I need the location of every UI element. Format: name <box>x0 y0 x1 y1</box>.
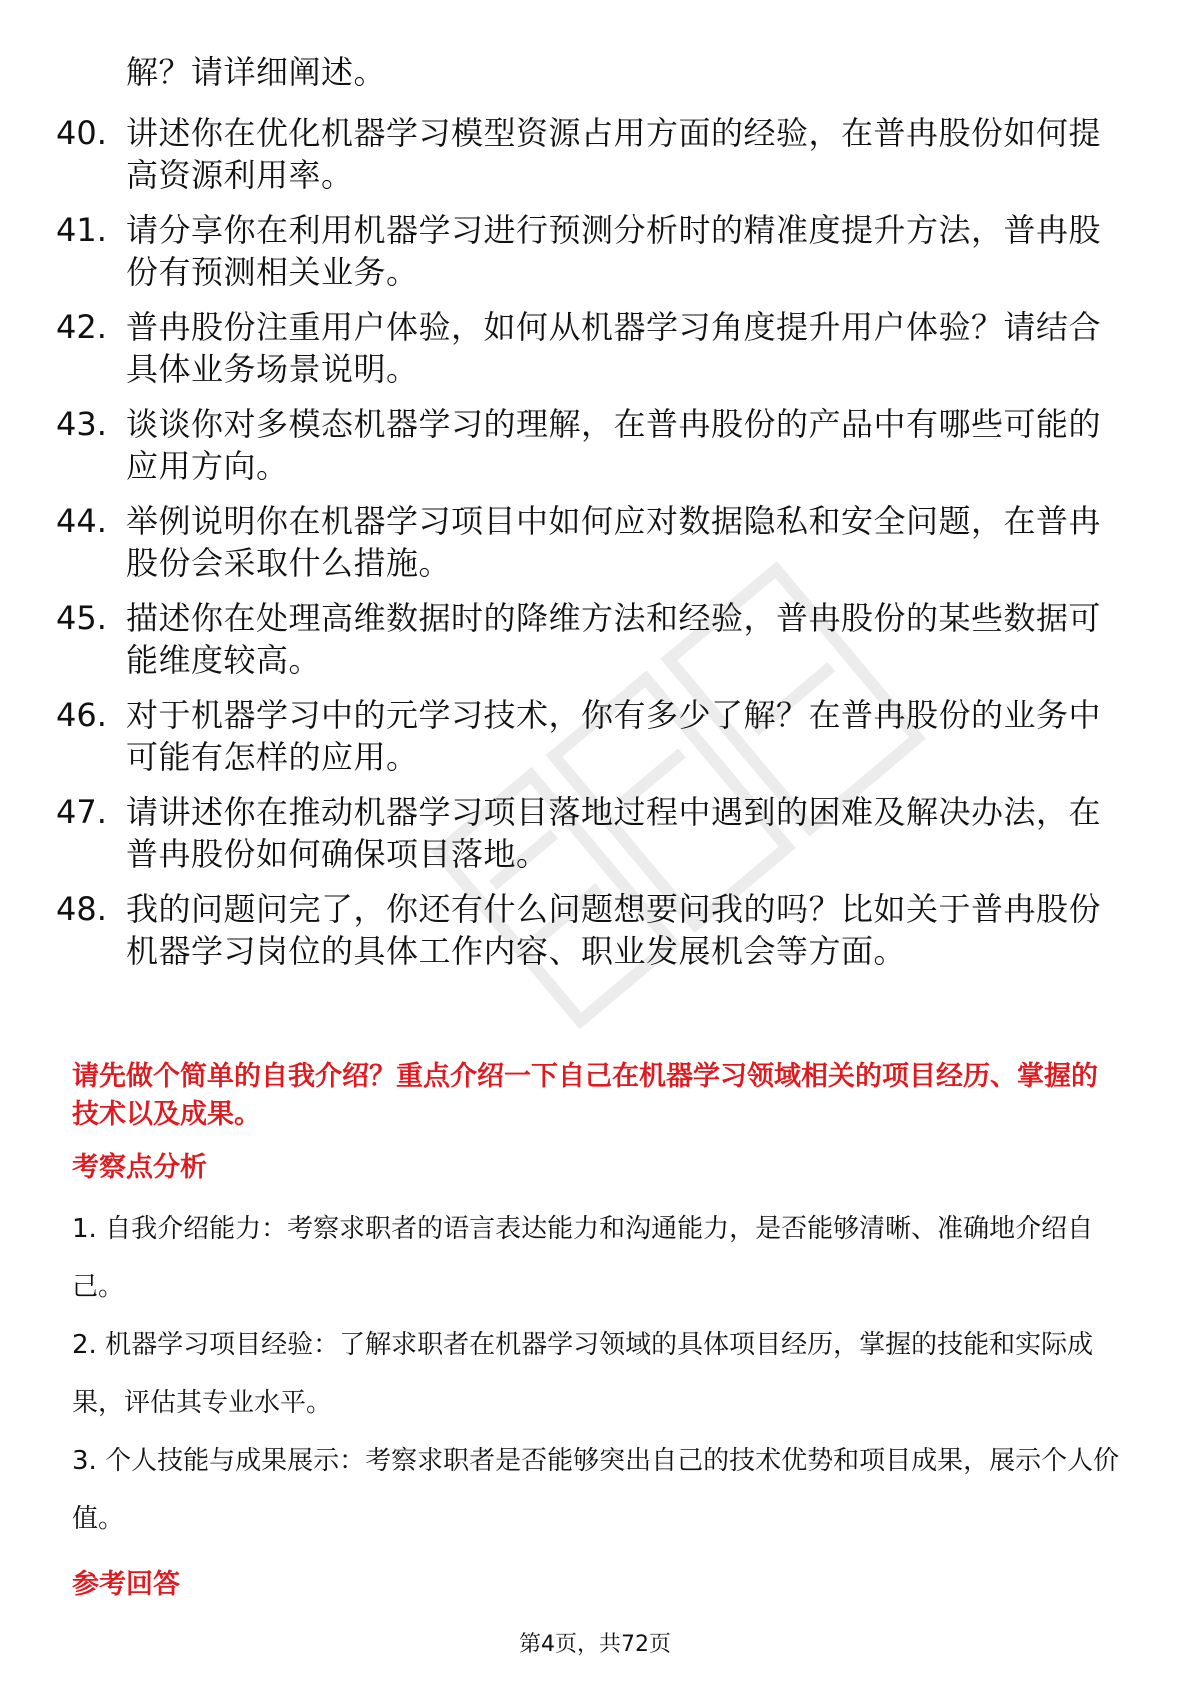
question-item <box>56 888 1116 972</box>
analysis-heading: 考察点分析 <box>72 1152 207 1183</box>
question-number: 42. <box>56 308 107 346</box>
question-number: 48. <box>56 890 107 928</box>
question-text: 普冉股份注重用户体验，如何从机器学习角度提升用户体验？请结合具体业务场景说明。 <box>126 308 1102 388</box>
analysis-list <box>72 1200 1122 1548</box>
question-item <box>56 597 1116 681</box>
question-number: 41. <box>56 211 107 249</box>
question-number: 44. <box>56 502 107 540</box>
question-item <box>56 112 1116 196</box>
question-text: 我的问题问完了，你还有什么问题想要问我的吗？比如关于普冉股份机器学习岗位的具体工作内容、职业发展机会等方面。 <box>126 890 1102 970</box>
question-text: 请分享你在利用机器学习进行预测分析时的精准度提升方法，普冉股份有预测相关业务。 <box>126 211 1102 291</box>
page-footer: 第4页，共72页 <box>519 1632 671 1657</box>
question-text: 请讲述你在推动机器学习项目落地过程中遇到的困难及解决办法，在普冉股份如何确保项目落地。 <box>126 793 1102 873</box>
analysis-item: 1. 自我介绍能力：考察求职者的语言表达能力和沟通能力，是否能够清晰、准确地介绍自己。 <box>72 1214 1094 1302</box>
answer-heading: 参考回答 <box>72 1569 180 1600</box>
question-item <box>56 403 1116 487</box>
question-number: 45. <box>56 599 107 637</box>
question-list <box>56 112 1116 985</box>
question-item <box>56 209 1116 293</box>
question-text: 对于机器学习中的元学习技术，你有多少了解？在普冉股份的业务中可能有怎样的应用。 <box>126 696 1102 776</box>
analysis-item: 2. 机器学习项目经验：了解求职者在机器学习领域的具体项目经历，掌握的技能和实际成果，评估其专业水平。 <box>72 1330 1094 1418</box>
question-text: 谈谈你对多模态机器学习的理解，在普冉股份的产品中有哪些可能的应用方向。 <box>126 405 1102 485</box>
analysis-item: 3. 个人技能与成果展示：考察求职者是否能够突出自己的技术优势和项目成果，展示个人价值。 <box>72 1446 1120 1534</box>
question-number: 40. <box>56 114 107 152</box>
continued-question-text: 解？请详细阐述。 <box>126 53 387 91</box>
question-number: 46. <box>56 696 107 734</box>
question-item <box>56 791 1116 875</box>
question-text: 讲述你在优化机器学习模型资源占用方面的经验，在普冉股份如何提高资源利用率。 <box>126 114 1102 194</box>
question-number: 43. <box>56 405 107 443</box>
question-text: 举例说明你在机器学习项目中如何应对数据隐私和安全问题，在普冉股份会采取什么措施。 <box>126 502 1102 582</box>
featured-question: 请先做个简单的自我介绍？重点介绍一下自己在机器学习领域相关的项目经历、掌握的技术以及成果。 <box>72 1061 1098 1130</box>
question-number: 47. <box>56 793 107 831</box>
question-item <box>56 306 1116 390</box>
question-text: 描述你在处理高维数据时的降维方法和经验，普冉股份的某些数据可能维度较高。 <box>126 599 1102 679</box>
question-item <box>56 694 1116 778</box>
question-item <box>56 500 1116 584</box>
